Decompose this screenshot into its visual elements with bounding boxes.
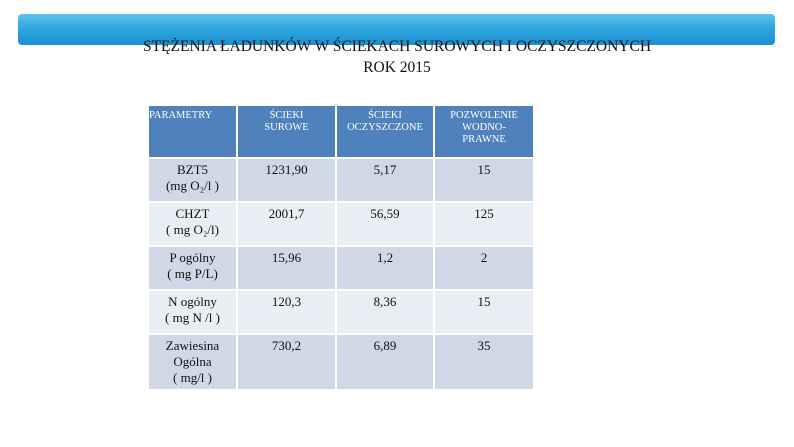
param-cell <box>149 159 236 201</box>
param-name: N ogólny <box>168 294 217 309</box>
header-pozwolenie-wodnoprawne <box>435 106 533 157</box>
value-pozwolenie: 15 <box>435 159 533 201</box>
header-parametry <box>149 106 236 157</box>
header-text: WODNO- <box>462 122 506 133</box>
value-surowe: 1231,90 <box>238 159 335 201</box>
value-oczyszczone: 56,59 <box>337 203 433 245</box>
pollution-table <box>147 104 535 391</box>
table-header-row <box>149 106 533 157</box>
header-text: ŚCIEKI <box>368 110 402 121</box>
value-oczyszczone: 5,17 <box>337 159 433 201</box>
value-pozwolenie: 125 <box>435 203 533 245</box>
table-row <box>149 159 533 201</box>
slide-title <box>0 36 794 78</box>
param-cell <box>149 335 236 389</box>
param-unit: ( mg/l ) <box>173 370 212 385</box>
value-pozwolenie: 15 <box>435 291 533 333</box>
param-unit: (mg O₂/l ) <box>166 178 219 193</box>
header-text: PRAWNE <box>462 134 506 145</box>
table-row <box>149 291 533 333</box>
value-surowe: 730,2 <box>238 335 335 389</box>
value-surowe: 2001,7 <box>238 203 335 245</box>
value-surowe: 15,96 <box>238 247 335 289</box>
param-cell <box>149 247 236 289</box>
param-cell <box>149 203 236 245</box>
param-unit: ( mg N /l ) <box>165 310 220 325</box>
param-name: P ogólny <box>169 250 216 265</box>
header-text: SUROWE <box>264 122 309 133</box>
header-text: POZWOLENIE <box>450 110 518 121</box>
header-text: OCZYSZCZONE <box>347 122 423 133</box>
param-name: BZT5 <box>176 162 209 177</box>
value-oczyszczone: 1,2 <box>337 247 433 289</box>
value-pozwolenie: 2 <box>435 247 533 289</box>
title-line-1: STĘŻENIA ŁADUNKÓW W ŚCIEKACH SUROWYCH I OCZYSZCZONYCH <box>142 38 652 55</box>
table-row <box>149 247 533 289</box>
value-oczyszczone: 8,36 <box>337 291 433 333</box>
value-surowe: 120,3 <box>238 291 335 333</box>
param-cell <box>149 291 236 333</box>
table-row <box>149 335 533 389</box>
param-name: Zawiesina <box>165 338 220 353</box>
title-line-2: ROK 2015 <box>363 59 431 76</box>
value-pozwolenie: 35 <box>435 335 533 389</box>
header-text: PARAMETRY <box>149 110 213 121</box>
param-name: CHZT <box>175 206 210 221</box>
param-unit: ( mg P/L) <box>167 266 218 281</box>
param-name-2: Ogólna <box>173 354 212 369</box>
param-unit: ( mg O₂/l) <box>166 222 219 237</box>
header-text: ŚCIEKI <box>269 110 304 121</box>
header-scieki-oczyszczone <box>337 106 433 157</box>
header-scieki-surowe <box>238 106 335 157</box>
value-oczyszczone: 6,89 <box>337 335 433 389</box>
table-row <box>149 203 533 245</box>
